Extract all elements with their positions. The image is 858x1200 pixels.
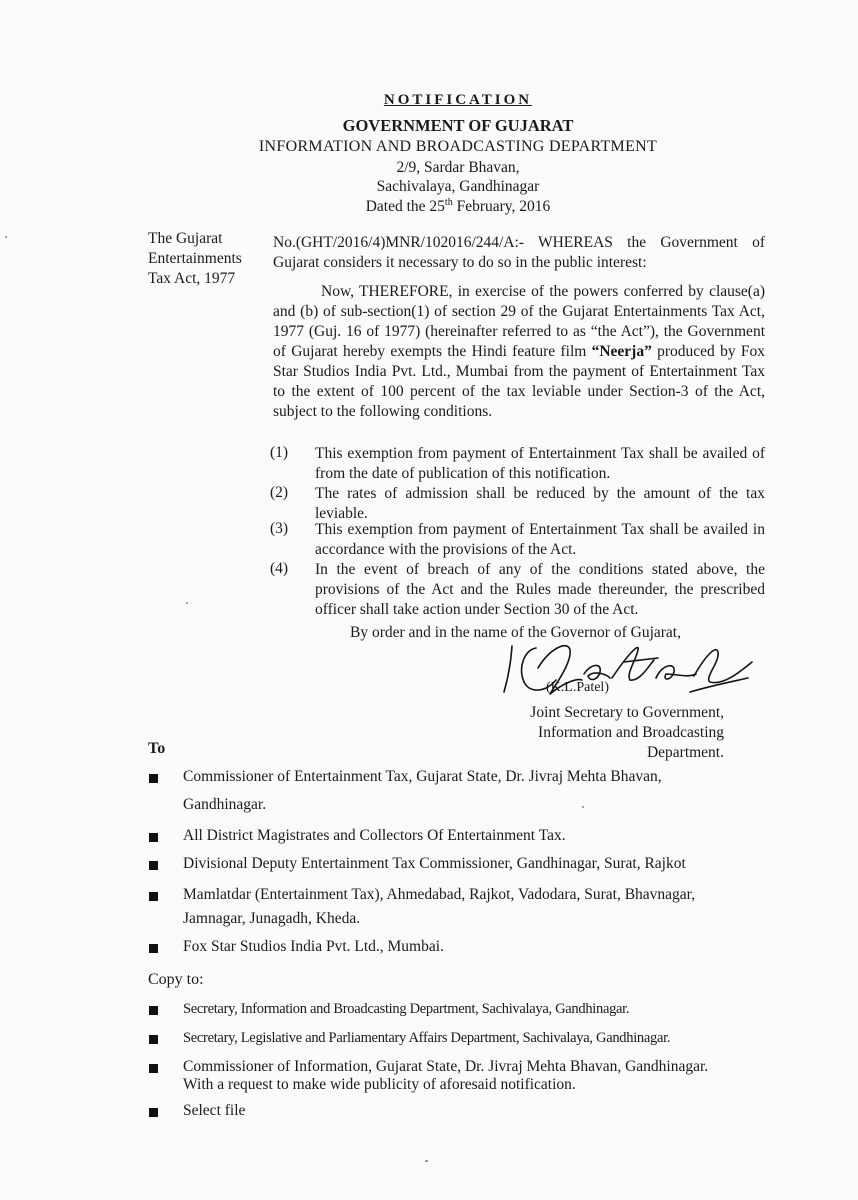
condition-number: (4) [270, 560, 289, 577]
bullet-icon [149, 861, 158, 870]
whereas-paragraph: No.(GHT/2016/4)MNR/102016/244/A:- WHEREAS the Government of Gujarat considers it necessary to do so in the public interest: [273, 234, 765, 271]
copy-item: Secretary, Information and Broadcasting Department, Sachivalaya, Gandhinagar. [183, 1001, 630, 1017]
by-order-line: By order and in the name of the Governor of Gujarat, [350, 624, 681, 641]
select-file-link[interactable]: Select file [183, 1102, 246, 1119]
condition-number: (2) [270, 484, 289, 501]
copy-to-label: Copy to: [148, 971, 204, 988]
copy-item: Commissioner of Information, Gujarat State, Dr. Jivraj Mehta Bhavan, Gandhinagar. [183, 1058, 709, 1075]
bullet-icon [149, 944, 158, 953]
therefore-paragraph: Now, THEREFORE, in exercise of the powers conferred by clause(a) and (b) of sub-section(1) of section 29 of the Gujarat Entertainments Tax Act, 1977 (Guj. 16 of 1977) (hereinafter referred to as “the Act”), the Government of Gujarat hereby exempts the Hindi feature film “Neerja” produced by Fox Star Studios India Pvt. Ltd., Mumbai from the payment of Entertainment Tax to the extent of 100 percent of the tax leviable under Section-3 of the Act, subject to the following conditions. [273, 283, 765, 420]
notification-date: Dated the 25th February, 2016 [365, 197, 551, 216]
scan-speck [582, 806, 584, 808]
notification-title: NOTIFICATION [383, 92, 533, 108]
recipient-item-continued: Gandhinagar. [183, 796, 267, 813]
handwritten-signature [490, 634, 760, 704]
condition-number: (3) [270, 520, 289, 537]
scan-speck [186, 602, 188, 604]
recipient-item: Commissioner of Entertainment Tax, Gujarat State, Dr. Jivraj Mehta Bhavan, [183, 768, 662, 785]
department-name: INFORMATION AND BROADCASTING DEPARTMENT [258, 138, 658, 155]
copy-item: Secretary, Legislative and Parliamentary Affairs Department, Sachivalaya, Gandhinagar. [183, 1030, 671, 1046]
scan-speck [5, 236, 7, 238]
bullet-icon [149, 774, 158, 783]
address-line-2: Sachivalaya, Gandhinagar [376, 178, 540, 195]
recipient-item: All District Magistrates and Collectors Of Entertainment Tax. [183, 827, 566, 844]
bullet-icon [149, 1035, 158, 1044]
condition-text: In the event of breach of any of the conditions stated above, the provisions of the Act and the Rules made thereunder, the prescribed officer shall take action under Section 30 of the Act. [315, 561, 765, 618]
to-label: To [148, 740, 166, 757]
bullet-icon [149, 1064, 158, 1073]
bullet-icon [149, 833, 158, 842]
scan-speck [425, 1160, 428, 1162]
condition-number: (1) [270, 444, 289, 461]
condition-text: This exemption from payment of Entertainment Tax shall be availed of from the date of publication of this notification. [315, 445, 765, 482]
recipient-item: Divisional Deputy Entertainment Tax Commissioner, Gandhinagar, Surat, Rajkot [183, 855, 686, 872]
condition-text: The rates of admission shall be reduced by the amount of the tax leviable. [315, 485, 765, 522]
bullet-icon [149, 1108, 158, 1117]
margin-note-line: Tax Act, 1977 [148, 270, 236, 287]
recipient-item-continued: Jamnagar, Junagadh, Kheda. [183, 910, 361, 927]
signatory-designation: Joint Secretary to Government, Information and Broadcasting Department. [530, 704, 724, 761]
copy-item-continued: With a request to make wide publicity of aforesaid notification. [183, 1076, 576, 1093]
film-name: “Neerja” [591, 343, 652, 360]
recipient-item: Fox Star Studios India Pvt. Ltd., Mumbai. [183, 938, 444, 955]
margin-note [148, 229, 258, 289]
bullet-icon [149, 1006, 158, 1015]
bullet-icon [149, 892, 158, 901]
margin-note-line: The Gujarat [148, 230, 223, 247]
government-name: GOVERNMENT OF GUJARAT [342, 116, 574, 135]
recipient-item: Mamlatdar (Entertainment Tax), Ahmedabad, Rajkot, Vadodara, Surat, Bhavnagar, [183, 886, 696, 903]
margin-note-line: Entertainments [148, 250, 242, 267]
address-line-1: 2/9, Sardar Bhavan, [396, 159, 520, 176]
condition-text: This exemption from payment of Entertainment Tax shall be availed in accordance with the provisions of the Act. [315, 521, 765, 558]
signatory-name: (K.L.Patel) [546, 680, 609, 695]
